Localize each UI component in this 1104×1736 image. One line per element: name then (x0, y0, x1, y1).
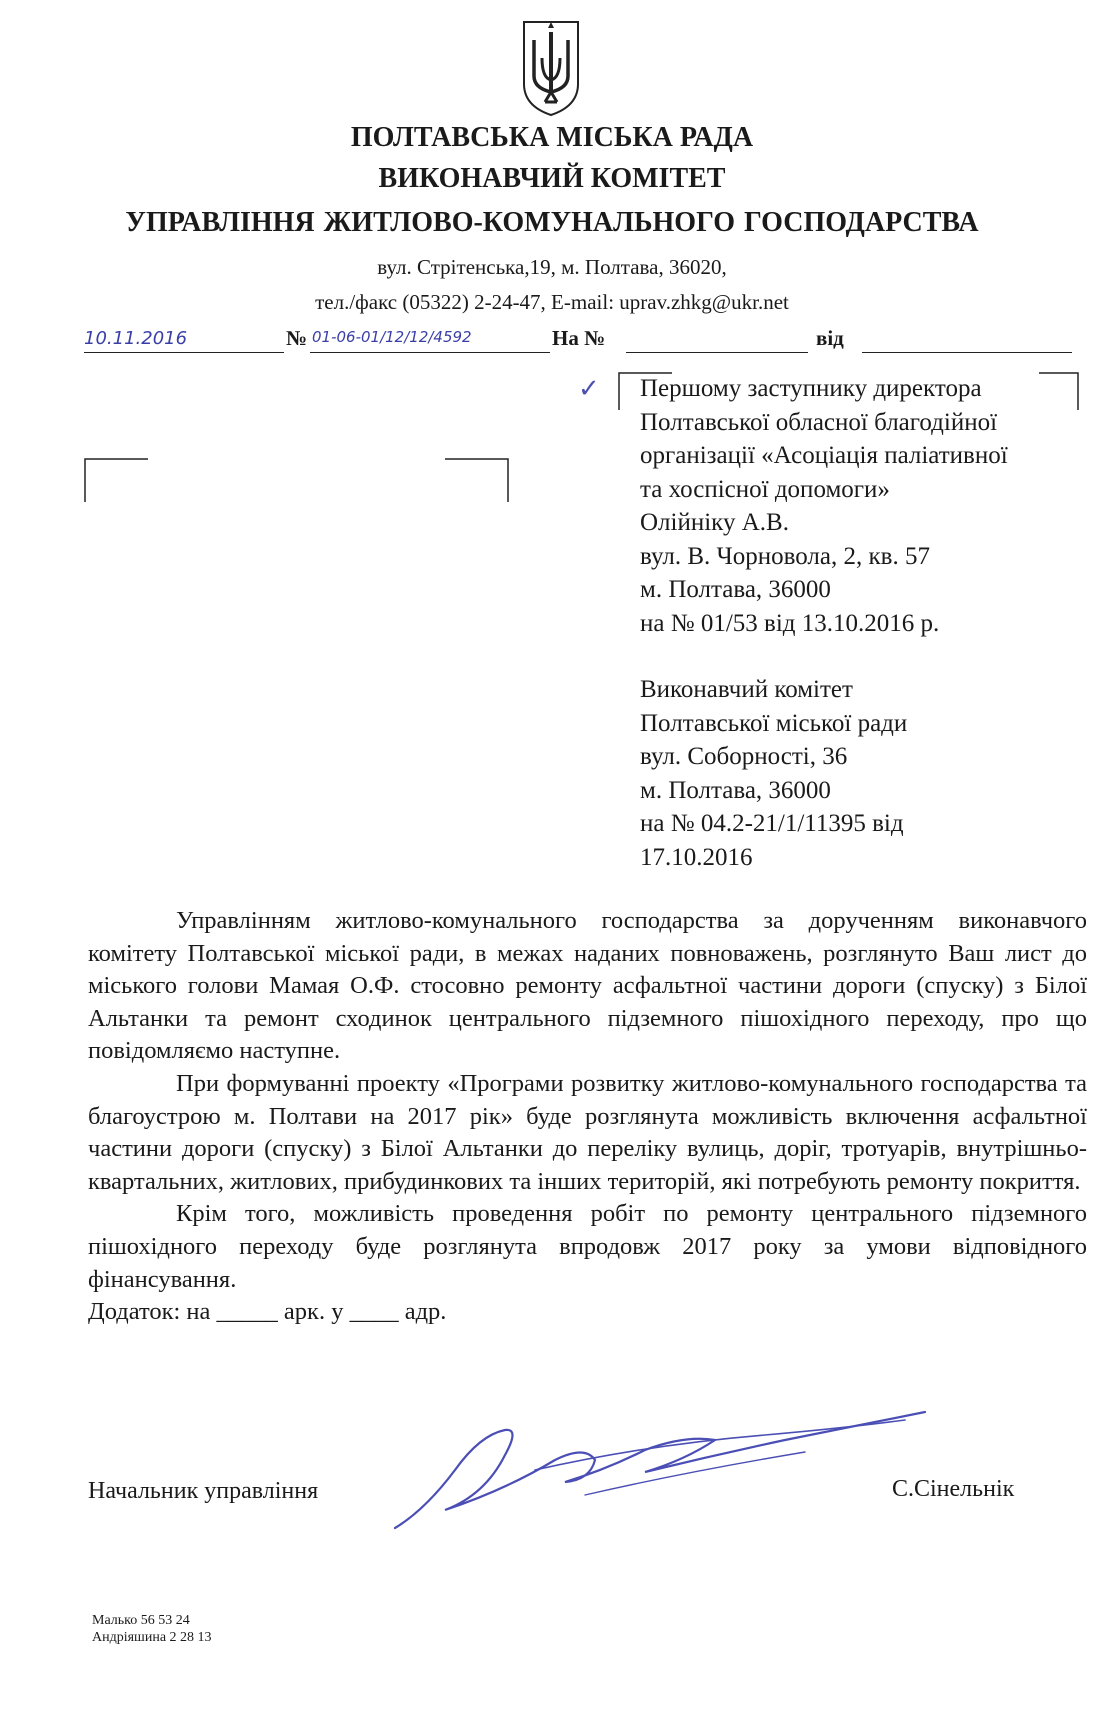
recipient-line: та хоспісної допомоги» (640, 475, 890, 503)
executors-footer (92, 1612, 212, 1646)
org-contacts: тел./факс (05322) 2-24-47, E-mail: uprav.zhkg@ukr.net (315, 290, 789, 314)
recipient-block-2 (640, 673, 1008, 874)
recipient-line: Першому заступнику директора (640, 375, 982, 402)
handwritten-signature (385, 1400, 945, 1540)
signatory-name: С.Сінельнік (892, 1476, 1015, 1502)
recipient-line: на № 01/53 від 13.10.2016 р. (640, 609, 940, 637)
body-paragraph: При формуванні проекту «Програми розвитку житлово-комунального господарства та благоустрою м. Полтави на 2017 рік» буде розглянута можливість включення асфальтної частини дороги (спуску) з Білої Альтанки до переліку вулиць, доріг, тротуарів, внутрішньо-квартальних, житлових, прибудинкових та інших територій, які потребують ремонту покриття. (88, 1069, 1087, 1195)
org-name: ПОЛТАВСЬКА МІСЬКА РАДА (350, 122, 754, 153)
recipient-line: Полтавської обласної благодійної (640, 408, 998, 436)
recipient-line: м. Полтава, 36000 (640, 776, 831, 804)
recipient-line: вул. В. Чорновола, 2, кв. 57 (640, 542, 930, 570)
recipient-block-1 (640, 372, 1008, 640)
check-mark-icon: ✓ (578, 374, 600, 404)
recipient-line: Виконавчий комітет (640, 676, 853, 703)
reference-line (0, 324, 1104, 364)
address-corner-top-left (84, 458, 150, 504)
org-committee: ВИКОНАВЧИЙ КОМІТЕТ (378, 163, 726, 194)
recipient-line: Олійніку А.В. (640, 509, 789, 536)
outgoing-number: 01-06-01/12/12/4592 (312, 328, 472, 346)
number-label: № (286, 326, 308, 350)
executor-line: Андріяшина 2 28 13 (92, 1630, 212, 1645)
from-label: від (816, 326, 844, 350)
recipient-line: вул. Соборності, 36 (640, 743, 848, 770)
recipient-line: 17.10.2016 (640, 843, 753, 871)
number-underline (310, 352, 550, 353)
recipient-line: організації «Асоціація паліативної (640, 442, 1008, 469)
org-department: УПРАВЛІННЯ ЖИТЛОВО-КОМУНАЛЬНОГО ГОСПОДАРСТВА (125, 207, 979, 238)
body-paragraph: Управлінням житлово-комунального господарства за дорученням виконавчого комітету Полтавської міської ради, в межах наданих повноважень, розглянуто Ваш лист до міського голови Мамая О.Ф. стосовно ремонту асфальтної частини дороги (спуску) з Білої Альтанки та ремонт сходинок центрального підземного пішохідного переходу, про що повідомляємо наступне. (88, 907, 1087, 1065)
recipient-line: Полтавської міської ради (640, 709, 908, 737)
recipient-line: м. Полтава, 36000 (640, 576, 831, 603)
date-underline (84, 352, 284, 353)
signatory-position: Начальник управління (88, 1478, 319, 1504)
address-corner-top-right (444, 458, 510, 504)
on-number-underline (626, 352, 808, 353)
recipient-corner-top-right (1038, 372, 1080, 412)
from-underline (862, 352, 1072, 353)
attachment-line: Додаток: на _____ арк. у ____ адр. (88, 1298, 447, 1326)
org-address: вул. Стрітенська,19, м. Полтава, 36020, (377, 255, 727, 279)
executor-line: Малько 56 53 24 (92, 1613, 190, 1628)
recipient-line: на № 04.2-21/1/11395 від (640, 810, 904, 837)
letter-body (88, 905, 1087, 1329)
on-number-label: На № (552, 326, 606, 350)
body-paragraph: Крім того, можливість проведення робіт по ремонту центрального підземного пішохідного переходу буде розглянута впродовж 2017 року за умови відповідного фінансування. (88, 1200, 1087, 1293)
recipient-address (640, 372, 1008, 874)
outgoing-date: 10.11.2016 (84, 328, 188, 349)
coat-of-arms-icon (518, 18, 584, 118)
